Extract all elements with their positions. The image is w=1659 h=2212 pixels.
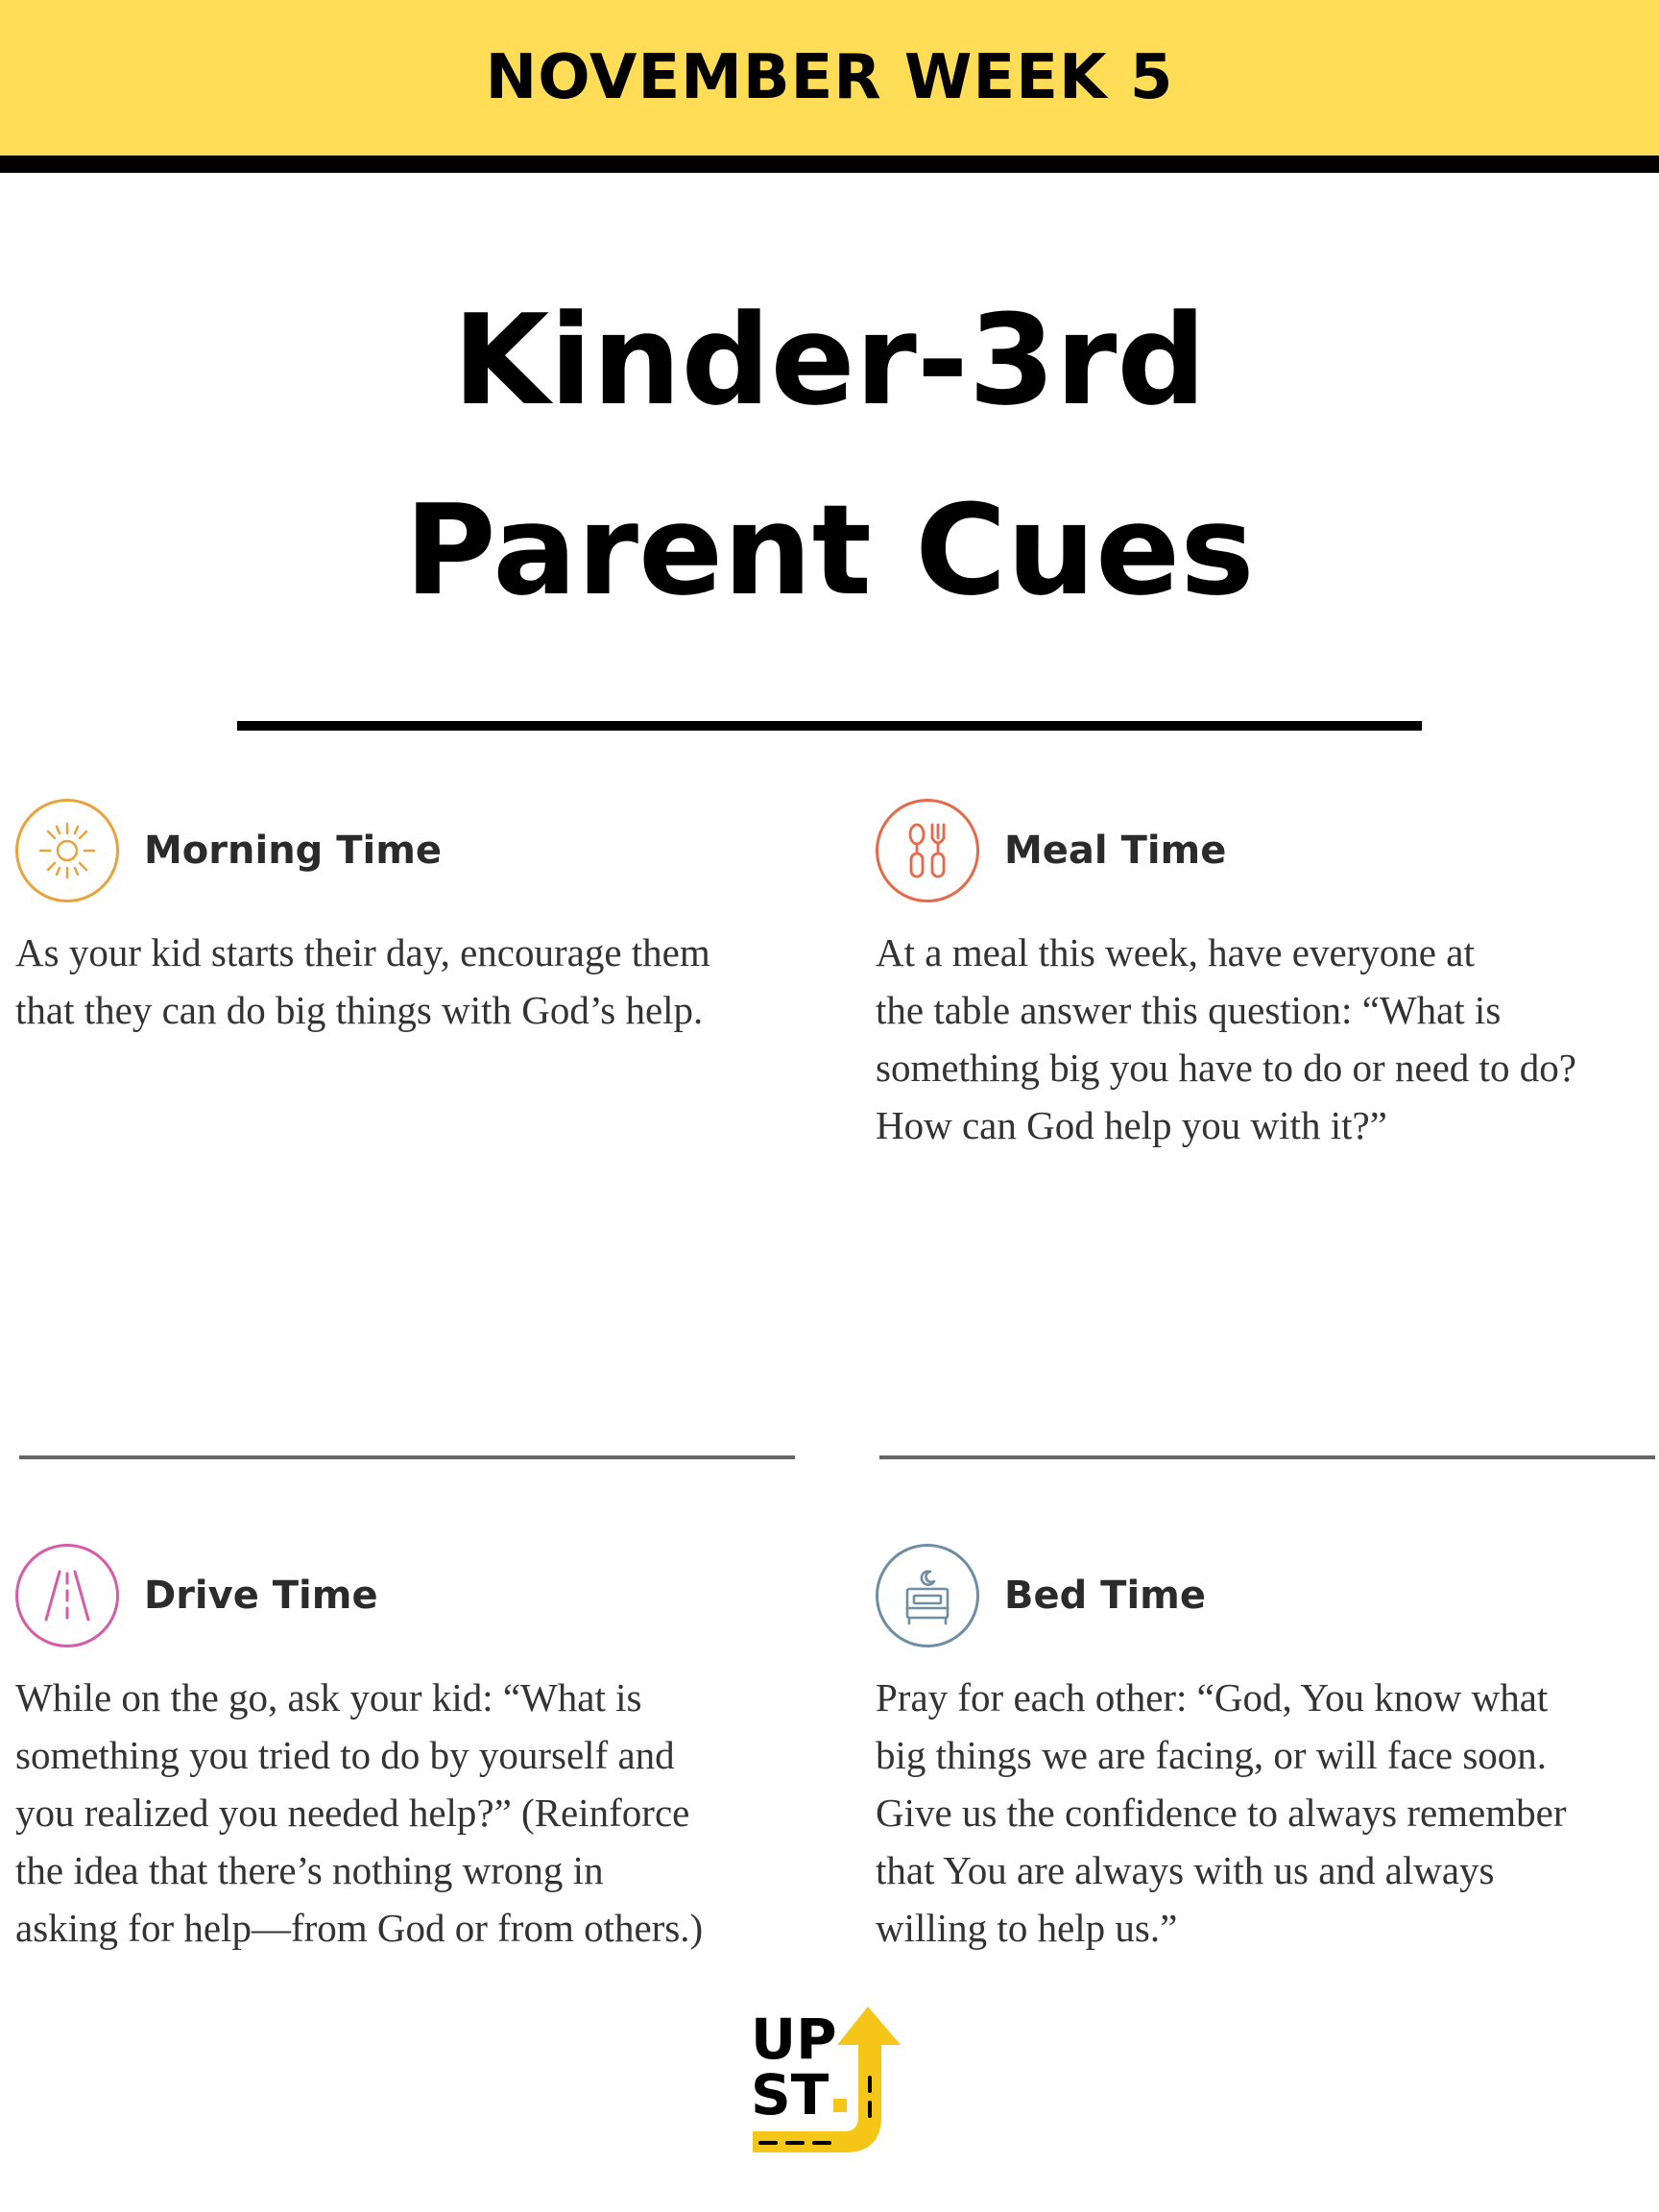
utensils-icon xyxy=(876,799,979,902)
upstreet-logo xyxy=(745,2003,908,2166)
section-bed-time xyxy=(876,1540,1653,1957)
section-title: Morning Time xyxy=(144,829,443,873)
section-divider-right xyxy=(879,1455,1655,1459)
section-body: Pray for each other: “God, You know what big things we are facing, or will face soon. Give us the confidence to always remember that You are always with us and always willing to help us.” xyxy=(876,1675,1567,1950)
section-meal-time xyxy=(876,795,1653,1154)
section-body: While on the go, ask your kid: “What is something you tried to do by yourself and you realized you needed help?” (Reinforce the idea that there’s nothing wrong in asking for help—from God or from others.) xyxy=(15,1675,704,1950)
sun-icon xyxy=(15,799,119,902)
upstreet-arrow-logo xyxy=(745,2003,908,2166)
section-divider-left xyxy=(19,1455,795,1459)
title-rule xyxy=(237,721,1422,731)
banner-text: NOVEMBER WEEK 5 xyxy=(485,42,1174,113)
week-banner xyxy=(0,0,1659,173)
section-body: At a meal this week, have everyone at the table answer this question: “What is something big you have to do or need to do? How can God help you with it?” xyxy=(876,930,1576,1147)
page-title-line1: Kinder-3rd xyxy=(452,287,1207,433)
logo-line2: ST xyxy=(751,2062,830,2128)
logo-line1: UP xyxy=(751,2007,837,2072)
road-icon xyxy=(15,1544,119,1647)
section-title: Bed Time xyxy=(1004,1574,1206,1618)
section-title: Drive Time xyxy=(144,1574,378,1618)
section-body: As your kid starts their day, encourage them that they can do big things with God’s help. xyxy=(15,930,710,1032)
section-title: Meal Time xyxy=(1004,829,1227,873)
page-title-line2: Parent Cues xyxy=(404,477,1255,623)
section-drive-time xyxy=(15,1540,793,1957)
bed-moon-icon xyxy=(876,1544,979,1647)
section-morning-time xyxy=(15,795,793,1039)
